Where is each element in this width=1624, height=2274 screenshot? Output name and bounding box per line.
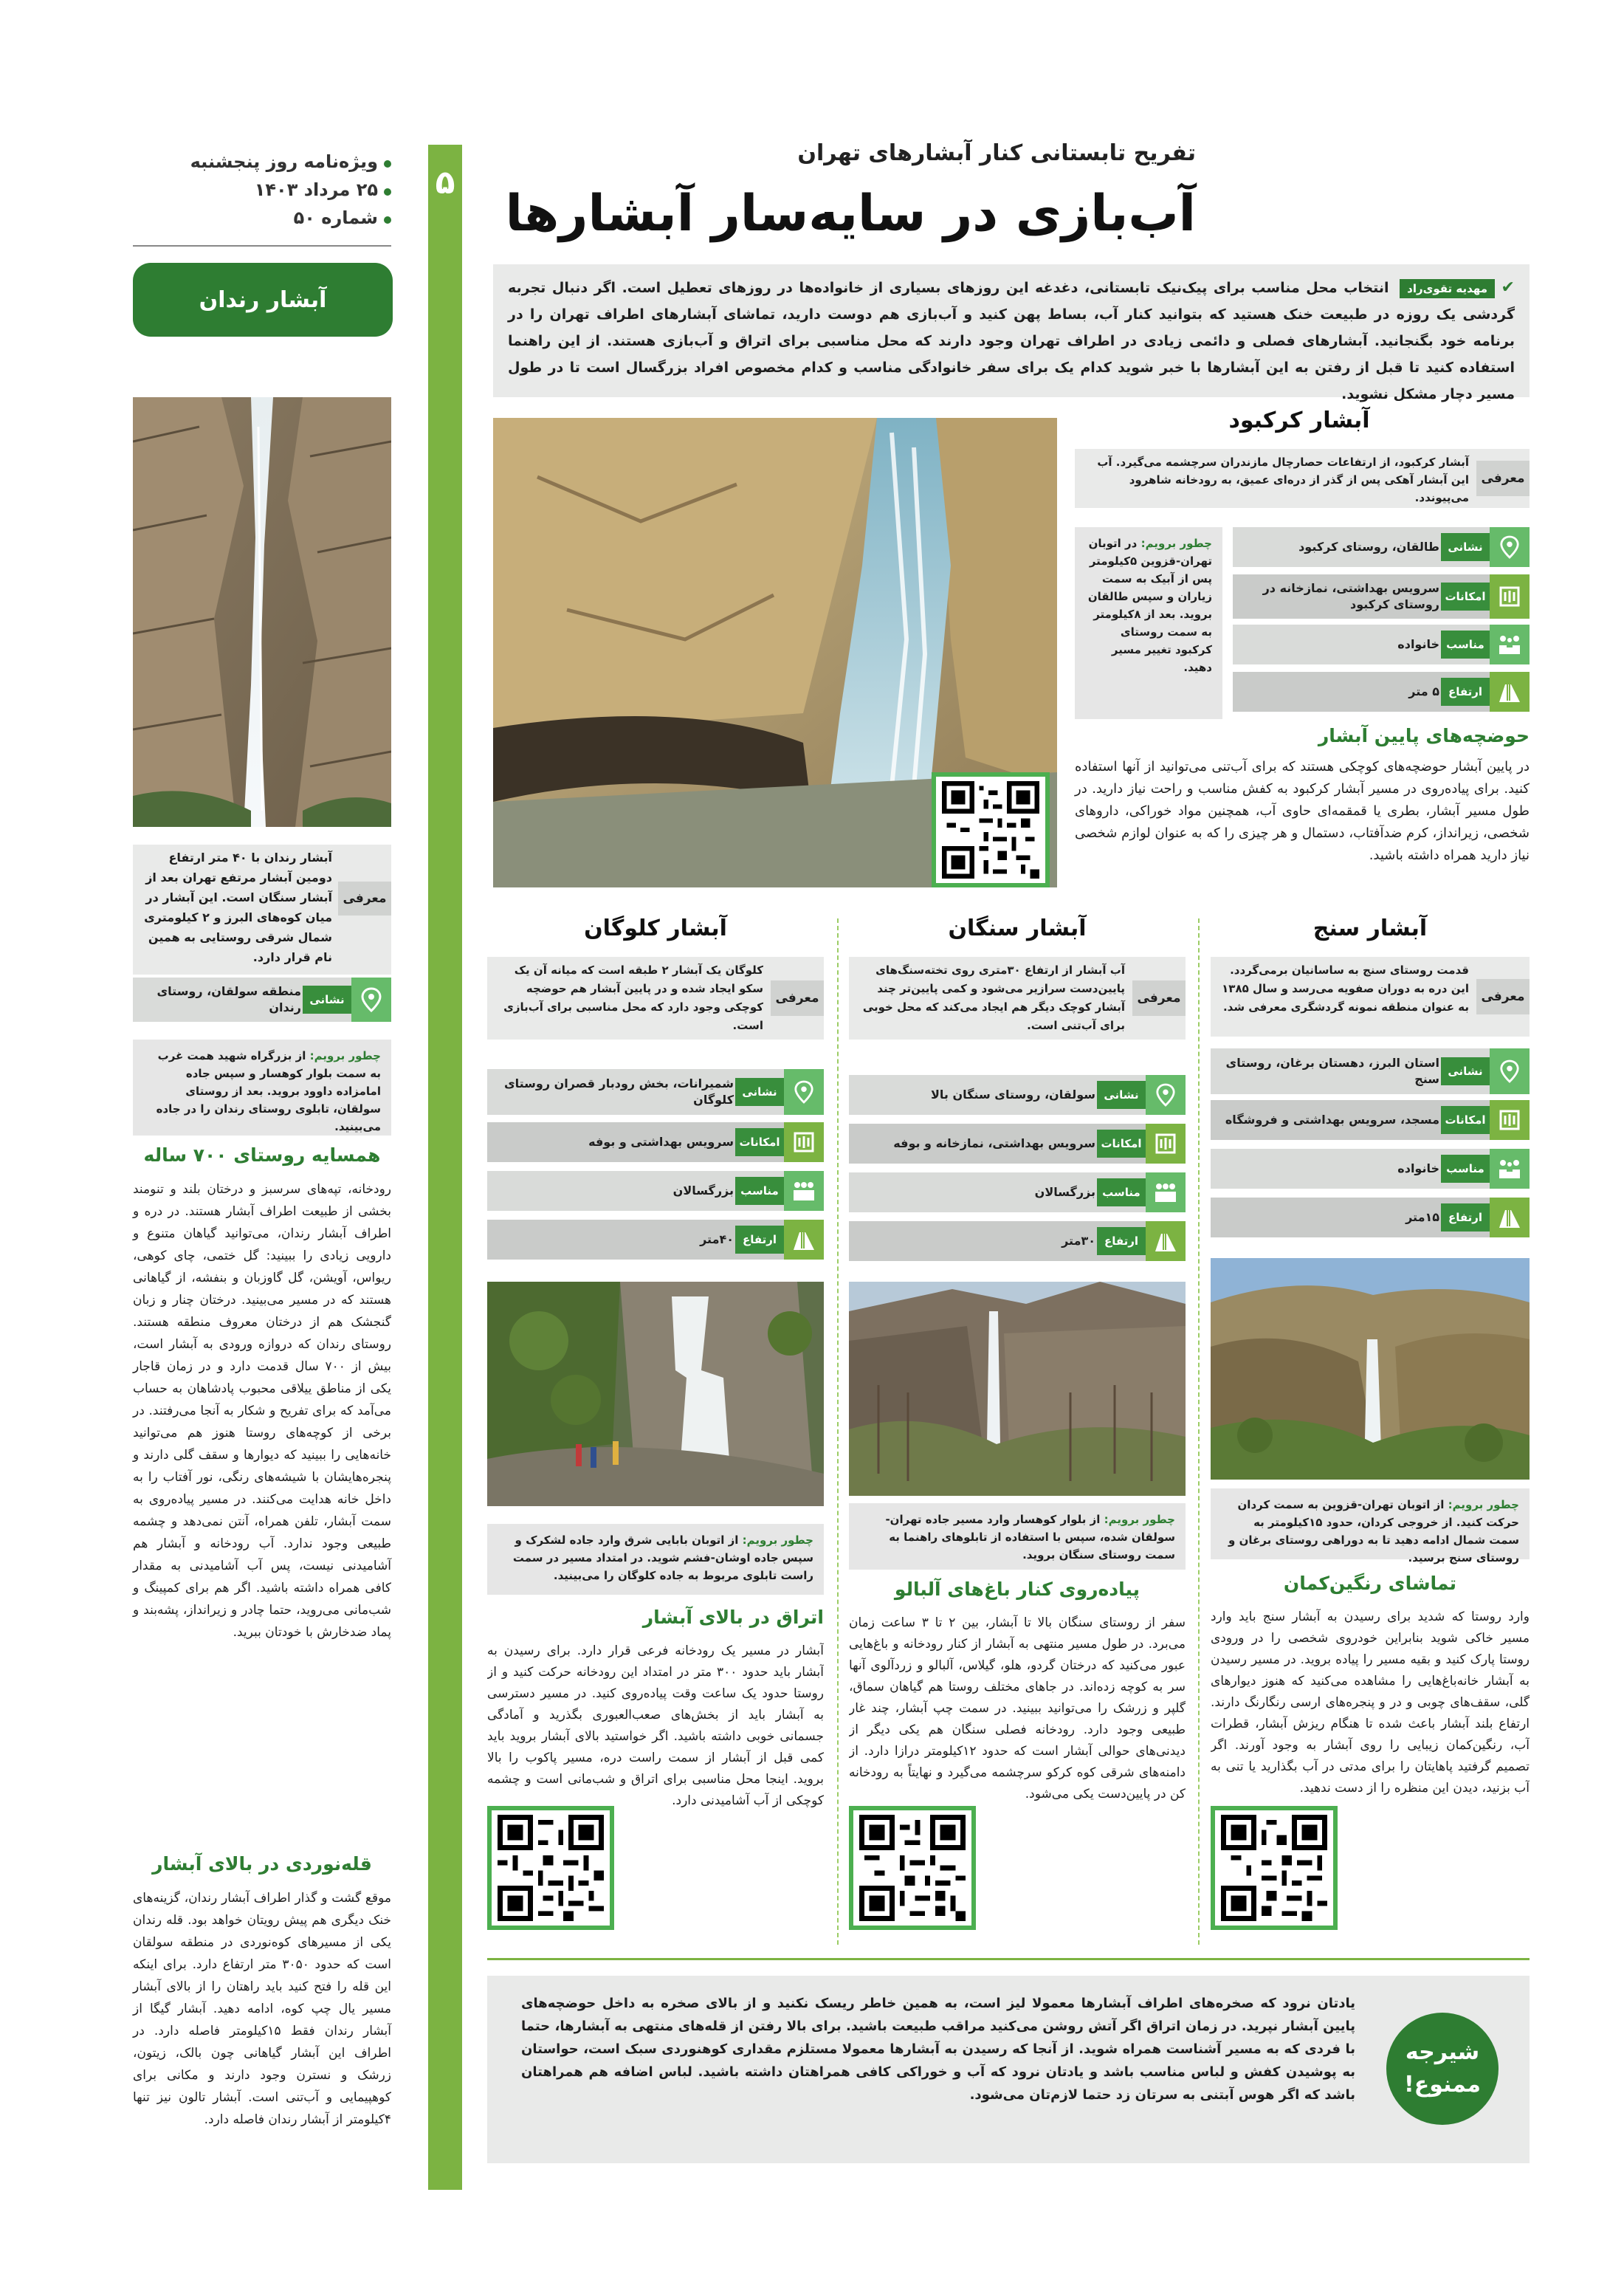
kologan-address-label: نشانی	[742, 1085, 777, 1099]
sangan-how-text: از بلوار کوهسار وارد مسیر جاده تهران-سولقان شده، سپس با استفاده از تابلوهای راهنما به سمت روستای سنگان بروید.	[885, 1513, 1175, 1562]
waterfall-icon	[1490, 672, 1530, 712]
masthead-line2: ۲۵ مرداد ۱۴۰۳	[254, 179, 378, 200]
karkaboud-height-row	[1233, 672, 1530, 712]
page-number: ۵	[435, 164, 455, 202]
randan-how-label: چطور برویم:	[309, 1049, 381, 1062]
sangan-title: آبشار سنگان	[948, 916, 1087, 941]
karkaboud-suitable-label: مناسب	[1446, 638, 1484, 651]
kologan-how-label: چطور برویم:	[742, 1533, 813, 1547]
masthead-divider	[133, 245, 391, 247]
randan-photo	[133, 397, 391, 827]
sanj-address-value: استان البرز، دهستان برغان، روستای سنج	[1225, 1056, 1439, 1086]
header-title: آب‌بازی در سایه‌سار آبشارها	[505, 185, 1196, 243]
karkaboud-intro-text: آبشار کرکبود، از ارتفاعات حصارچال مازندران سرچشمه می‌گیرد. آب این آبشار آهکی پس از گذر از دره‌ای عمیق، به رودخانه شاهرود می‌پیوندد.	[1097, 456, 1469, 504]
karkaboud-title: آبشار کرکبود	[1228, 408, 1370, 433]
randan-title: آبشار رندان	[199, 286, 327, 313]
karkaboud-sub-text: در پایین آبشار حوضچه‌های کوچکی هستند که برای آب‌تنی می‌توانید از آنها استفاده کنید. برای پیاده‌روی در مسیر آبشار کرکبود به کفش مناسب و راحت نیاز دارید. در طول مسیر آبشار، بطری یا قمقمه‌ای حاوی آب، همچنین مواد خوراکی، داروهای شخصی، زیرانداز، کرم ضدآفتاب، دستمال و هر چیزی را که به عنوان لوازم شخصی نیاز دارید همراه داشته باشید.	[1075, 759, 1530, 863]
sangan-address-label: نشانی	[1104, 1088, 1139, 1102]
sanj-photo	[1211, 1258, 1530, 1480]
family-icon	[1490, 625, 1530, 664]
karkaboud-height-label: ارتفاع	[1448, 685, 1483, 698]
randan-sub2-title: قله‌نوردی در بالای آبشار	[152, 1853, 372, 1875]
intro-text: انتخاب محل مناسب برای پیک‌نیک تابستانی، دغدغه این روزهای بسیاری از خانواده‌ها در روزهای تعطیل است. اگر دنبال تجربه گردشی یک روزه در طبیعت خنک هستید که بتوانید کنار آب، بساط پهن کنید و آب‌بازی هم دوست دارید، تماشای آبشارهای اطراف تهران را در برنامه خود بگنجانید. آبشارهای فصلی و دائمی زیادی در اطراف تهران وجود دارند که محل مناسبی برای اتراق و آب‌بازی هستند. از این راهنما استفاده کنید تا قبل از رفتن به این آبشارها با خبر شوید کدام یک برای سفر خانوادگی مناسب و کدام مخصوص افراد بزرگسال است تا در طول مسیر دچار مشکل نشوید.	[508, 280, 1515, 402]
kologan-address-row	[487, 1069, 824, 1115]
sanj-height-label: ارتفاع	[1448, 1211, 1483, 1224]
facilities-icon	[784, 1122, 824, 1162]
kologan-qr-code[interactable]	[487, 1806, 614, 1930]
randan-intro-label: معرفی	[338, 882, 391, 916]
badge-line2: ممنوع!	[1404, 2072, 1481, 2098]
karkaboud-address-value: طالقان، روستای کرکبود	[1298, 540, 1439, 554]
page-side-bar	[428, 145, 462, 2190]
sanj-how-label: چطور برویم:	[1448, 1498, 1519, 1511]
kologan-facilities-label: امکانات	[739, 1136, 780, 1149]
karkaboud-facilities-value: سرویس بهداشتی، نمازخانه در روستای کرکبود	[1262, 581, 1439, 611]
sanj-address-row	[1211, 1048, 1530, 1094]
kologan-sub-title: اتراق در بالای آبشار	[642, 1607, 824, 1628]
sangan-qr-code[interactable]	[849, 1806, 976, 1930]
sangan-height-label: ارتفاع	[1104, 1234, 1139, 1248]
sanj-intro-text: قدمت روستای سنج به ساسانیان برمی‌گردد. این دره به دوران صفویه می‌رسد و سال ۱۳۸۵ به عنوان منطقه نمونه گردشگری معرفی شد.	[1222, 963, 1469, 1014]
sangan-how-label: چطور برویم:	[1104, 1513, 1175, 1526]
location-pin-icon	[1146, 1075, 1186, 1115]
karkaboud-intro-box	[1075, 449, 1530, 508]
column-divider-2	[837, 918, 839, 1945]
kologan-address-value: شمیرانات، بخش رودبار قصران روستای کلوگان	[503, 1076, 734, 1107]
adults-icon	[1146, 1172, 1186, 1212]
randan-sub1-text: رودخانه، تپه‌های سرسبز و درختان بلند و تنومند بخشی از طبیعت اطراف آبشار هستند. در دره و اطراف آبشار رندان، می‌توانید گیاهان متنوع و دارویی زیادی را ببینید: گل ختمی، چای کوهی، ریواس، آویشن، گل گاوزبان و بنفشه، از گیاهانی هستند که در مسیر می‌بینید. درختان چنار و زبان گنجشک هم از درختان معروف منطقه هستند. روستای رندان که دروازه ورودی به آبشار است، بیش از ۷۰۰ سال قدمت دارد و در زمان قاجار یکی از مناطق ییلاقی محبوب پادشاهان به حساب می‌آمد که برای تفریح و شکار به آنجا می‌رفتند. در برخی از کوچه‌های روستا هنوز هم می‌توانید خانه‌هایی را ببینید که دیوارها و سقف گلی دارند و پنجره‌هایشان با شیشه‌های رنگی، نور آفتاب را به داخل خانه هدایت می‌کنند. در مسیر پیاده‌روی به سمت آبشار، تلفن همراه، آنتن نمی‌دهد و چشمه طبیعی وجود ندارد. آب رودخانه و آبشار هم آشامیدنی نیست، پس آب آشامیدنی به مقدار کافی همراه داشته باشید. اگر هم برای کمپینگ و شب‌مانی می‌روید، حتما چادر و زیرانداز، پشه‌بند و پماد ضدخارش با خودتان ببرید.	[133, 1182, 391, 1640]
facilities-icon	[1146, 1124, 1186, 1164]
masthead-line1: ویژه‌نامه روز پنجشنبه	[190, 151, 378, 172]
randan-address-label: نشانی	[309, 993, 345, 1006]
kologan-intro-text: کلوگان یک آبشار ۲ طبقه است که میانه آن یک سکو ایجاد شده و در پایین آبشار هم حوضچه کوچکی وجود دارد که محل مناسبی برای آب‌بازی است.	[503, 963, 763, 1032]
location-pin-icon	[1490, 527, 1530, 567]
randan-how-text: از بزرگراه شهید همت غرب به سمت بلوار کوهسار و سپس جاده امامزاده داوود بروید. بعد از روستای سولقان، تابلوی روستای رندان را در جاده می‌بینید.	[156, 1049, 381, 1133]
randan-title-banner	[133, 263, 393, 337]
sanj-how-text: از اتوبان تهران-قزوین به سمت کردان حرکت کنید. از خروجی کردان، حدود ۱۵کیلومتر به سمت شمال ادامه دهید تا به دوراهی روستای برغان و روستای سنج برسید.	[1228, 1498, 1519, 1564]
sangan-facilities-label: امکانات	[1101, 1137, 1142, 1150]
kologan-facilities-value: سرویس بهداشتی و بوفه	[588, 1135, 734, 1149]
sangan-sub-text: سفر از روستای سنگان بالا تا آبشار، بین ۲ تا ۳ ساعت زمان می‌برد. در طول مسیر منتهی به آبشار از کنار رودخانه و باغ‌هایی عبور می‌کنید که درختان گردو، هلو، گیلاس، آلبالو و زردآلوی آنها سر به کوچه زده‌اند. در جاهای مختلف روستا هم گیاهان سماق، گلپر و زرشک را می‌توانید ببینید. در سمت چپ آبشار، چند غار طبیعی وجود دارد. رودخانه فصلی سنگان هم یکی دیگر از دیدنی‌های حوالی آبشار است که حدود ۱۲کیلومتر درازا دارد. از دامنه‌های شرقی کوه کرکو سرچشمه می‌گیرد و نهایتاً به رودخانه کن در پایین‌دست یکی می‌شود.	[849, 1615, 1186, 1801]
sangan-address-row	[849, 1075, 1186, 1115]
sangan-height-row	[849, 1221, 1186, 1261]
header-kicker: تفریح تابستانی کنار آبشارهای تهران	[797, 140, 1196, 166]
sangan-height-value: ۳۰متر	[1062, 1234, 1095, 1248]
sangan-how-box	[849, 1503, 1186, 1570]
masthead	[133, 148, 391, 232]
randan-sub1-title: همسایه روستای ۷۰۰ ساله	[143, 1144, 381, 1166]
sangan-suitable-label: مناسب	[1102, 1186, 1140, 1199]
intro-box	[493, 264, 1530, 402]
sangan-suitable-row	[849, 1172, 1186, 1212]
karkaboud-how-label: چطور برویم:	[1140, 537, 1212, 550]
kologan-suitable-row	[487, 1171, 824, 1211]
karkaboud-address-label: نشانی	[1448, 540, 1483, 554]
karkaboud-intro-label: معرفی	[1476, 461, 1530, 496]
sangan-facilities-row	[849, 1124, 1186, 1164]
sanj-suitable-value: خانواده	[1397, 1161, 1439, 1175]
kologan-photo	[487, 1282, 824, 1506]
waterfall-icon	[784, 1220, 824, 1260]
karkaboud-qr-code[interactable]	[932, 772, 1050, 887]
masthead-line3: شماره ۵۰	[293, 207, 378, 228]
kologan-intro-label: معرفی	[771, 980, 824, 1016]
facilities-icon	[1490, 574, 1530, 619]
sangan-sub-title: پیاده‌روی کنار باغ‌های آلبالو	[894, 1579, 1140, 1600]
karkaboud-address-row	[1233, 527, 1530, 567]
sangan-intro-label: معرفی	[1132, 980, 1186, 1016]
adults-icon	[784, 1171, 824, 1211]
location-pin-icon	[1490, 1048, 1530, 1094]
sangan-intro-box	[849, 957, 1186, 1040]
sangan-facilities-value: سرویس بهداشتی، نمازخانه و بوفه	[893, 1136, 1095, 1150]
sangan-address-value: سولقان، روستای سنگان بالا	[931, 1088, 1095, 1102]
sangan-intro-text: آب آبشار از ارتفاع ۳۰متری روی تخته‌سنگ‌های پایین‌دست سرازیر می‌شود و کمی پایین‌تر چند آبشار کوچک دیگر هم ایجاد می‌کند که محل خوبی برای آب‌تنی است.	[862, 963, 1125, 1032]
sanj-intro-label: معرفی	[1476, 979, 1530, 1014]
randan-address-row	[133, 978, 391, 1022]
sanj-facilities-label: امکانات	[1445, 1113, 1486, 1127]
check-icon: ✔	[1501, 278, 1515, 297]
badge-line1: شیرجه	[1405, 2039, 1480, 2065]
column-divider-1	[1198, 918, 1200, 1945]
karkaboud-suitable-row	[1233, 625, 1530, 664]
sanj-height-row	[1211, 1198, 1530, 1237]
kologan-height-label: ارتفاع	[742, 1233, 777, 1246]
location-pin-icon	[351, 978, 391, 1022]
kologan-facilities-row	[487, 1122, 824, 1162]
sangan-photo	[849, 1282, 1186, 1496]
footer-box	[487, 1976, 1530, 2163]
kologan-sub-text: آبشار در مسیر یک رودخانه فرعی قرار دارد. برای رسیدن به آبشار باید حدود ۳۰۰ متر در امتداد این رودخانه حرکت کنید و از روستا حدود یک ساعت وقت پیاده‌روی کنید. در مسیر دسترسی به آبشار باید از بخش‌های صعب‌العبوری بگذرید و آمادگی جسمانی خوبی داشته باشید. اگر خواستید بالای آبشار بروید باید کمی قبل از آبشار از سمت راست دره، مسیر پاکوب را بالا بروید. اینجا محل مناسبی برای اتراق و شب‌مانی است و چشمه کوچکی از آب آشامیدنی دارد.	[487, 1643, 824, 1808]
sanj-how-box	[1211, 1488, 1530, 1564]
randan-address-value: منطقه سولقان، روستای رندان	[156, 984, 301, 1014]
karkaboud-sub-title: حوضچه‌های پایین آبشار	[1318, 725, 1530, 746]
sanj-height-value: ۱۵متر	[1405, 1210, 1439, 1224]
randan-intro-box	[133, 845, 391, 975]
kologan-height-row	[487, 1220, 824, 1260]
waterfall-icon	[1490, 1198, 1530, 1237]
kologan-how-text: از اتوبان بابایی شرق وارد جاده لشکرک و سپس جاده اوشان-فشم شوید. در امتداد مسیر در سمت راست تابلوی مربوط به جاده کلوگان را می‌بینید.	[512, 1533, 813, 1582]
sanj-facilities-row	[1211, 1100, 1530, 1140]
karkaboud-suitable-value: خانواده	[1397, 637, 1439, 651]
karkaboud-how-text: در اتوبان تهران-قزوین ۵کیلومتر پس از آبیک به سمت زیاران و سپس طالقان بروید. بعد از ۸کیلومتر به سمت روستای کرکبود تغییر مسیر دهید.	[1087, 537, 1212, 674]
kologan-title: آبشار کلوگان	[584, 916, 727, 941]
kologan-intro-box	[487, 957, 824, 1040]
waterfall-icon	[1146, 1221, 1186, 1261]
sanj-suitable-row	[1211, 1149, 1530, 1189]
sanj-suitable-label: مناسب	[1446, 1162, 1484, 1175]
facilities-icon	[1490, 1100, 1530, 1140]
kologan-how-box	[487, 1524, 824, 1595]
randan-intro-text: آبشار رندان با ۴۰ متر ارتفاع دومین آبشار مرتفع تهران بعد از آبشار سنگان است. این آبشار در میان کوه‌های البرز و ۲ کیلومتری شمال شرقی روستایی به همین نام قرار دارد.	[144, 851, 332, 964]
karkaboud-how-box	[1075, 527, 1222, 719]
sanj-address-label: نشانی	[1448, 1065, 1483, 1078]
karkaboud-facilities-label: امکانات	[1445, 590, 1486, 603]
sanj-qr-code[interactable]	[1211, 1806, 1338, 1930]
randan-sub2-text: موقع گشت و گذار اطراف آبشار رندان، گزینه‌های خنک دیگری هم پیش رویتان خواهد بود. قله رندان یکی از مسیرهای کوه‌نوردی در منطقه سولقان است که حدود ۳۰۵۰ متر ارتفاع دارد. برای اینکه این قله را فتح کنید باید راهتان را از بالای آبشار مسیر یال چپ کوه، ادامه دهید. آبشار گیگا از آبشار رندان فقط ۱۵کیلومتر فاصله دارد. در اطراف این آبشار گیاهانی چون بالک، زیتون، زرشک و نسترن وجود دارند و مکانی برای کوهپیمایی و آب‌تنی است. آبشار تالون نیز تنها ۴کیلومتر از آبشار رندان فاصله دارد.	[133, 1891, 391, 2127]
family-icon	[1490, 1149, 1530, 1189]
randan-how-box	[133, 1040, 391, 1136]
no-diving-badge	[1386, 2013, 1499, 2125]
footer-text: یادتان نرود که صخره‌های اطراف آبشارها معمولا لیز است، به همین خاطر ریسک نکنید و از بالای صخره به داخل حوضچه‌های پایین آبشار نپرید. در زمان اتراق اگر آتش روشن می‌کنید مراقب طبیعت باشید. برای بالا رفتن از قله‌های منتهی به آبشارها، حتما با فردی که به مسیر آشناست همراه شوید. از آنجا که رسیدن به آبشارها معمولا مستلزم مقداری کوهنوردی سبک است، حواستان به پوشیدن کفش و لباس مناسب باشد و یادتان نرود که آب و خوراکی کافی همراهتان داشته باشید. لباس اضافه هم همراهتان باشد که اگر هوس آبتنی به سرتان زد حتما لازم‌تان می‌شود.	[521, 1996, 1355, 2103]
footer-divider	[487, 1958, 1530, 1960]
kologan-suitable-label: مناسب	[740, 1184, 779, 1198]
sangan-suitable-value: بزرگسالان	[1034, 1185, 1095, 1199]
sanj-sub-title: تماشای رنگین‌کمان	[1283, 1573, 1457, 1594]
sanj-sub-text: وارد روستا که شدید برای رسیدن به آبشار سنج باید وارد مسیر خاکی شوید بنابراین خودروی شخصی را در ورودی روستا پارک کنید و بقیه مسیر را پیاده بروید. در مسیر رسیدن به آبشار خانه‌باغ‌هایی را مشاهده می‌کنید که هنوز دیوارهای گلی، سقف‌های چوبی و در و پنجره‌های ارسی رنگارنگ دارند. ارتفاع بلند آبشار باعث شده تا هنگام ریزش آبشار، قطرات آب، رنگین‌کمان زیبایی را روی آبشار به وجود آورند. اگر تصمیم گرفتید پاهایتان را برای مدتی در آب بگذارید یا تنی به آب بزنید، دیدن این منظره را از دست ندهید.	[1211, 1610, 1530, 1796]
kologan-height-value: ۴۰متر	[700, 1232, 734, 1246]
sanj-intro-box	[1211, 957, 1530, 1037]
location-pin-icon	[784, 1069, 824, 1115]
kologan-suitable-value: بزرگسالان	[672, 1184, 734, 1198]
author-tag: مهدیه تقوی‌راد	[1400, 279, 1495, 298]
karkaboud-height-value: ۵ متر	[1408, 684, 1439, 698]
karkaboud-facilities-row	[1233, 574, 1530, 619]
sanj-title: آبشار سنج	[1312, 916, 1428, 941]
sanj-facilities-value: مسجد، سرویس بهداشتی و فروشگاه	[1225, 1113, 1439, 1127]
